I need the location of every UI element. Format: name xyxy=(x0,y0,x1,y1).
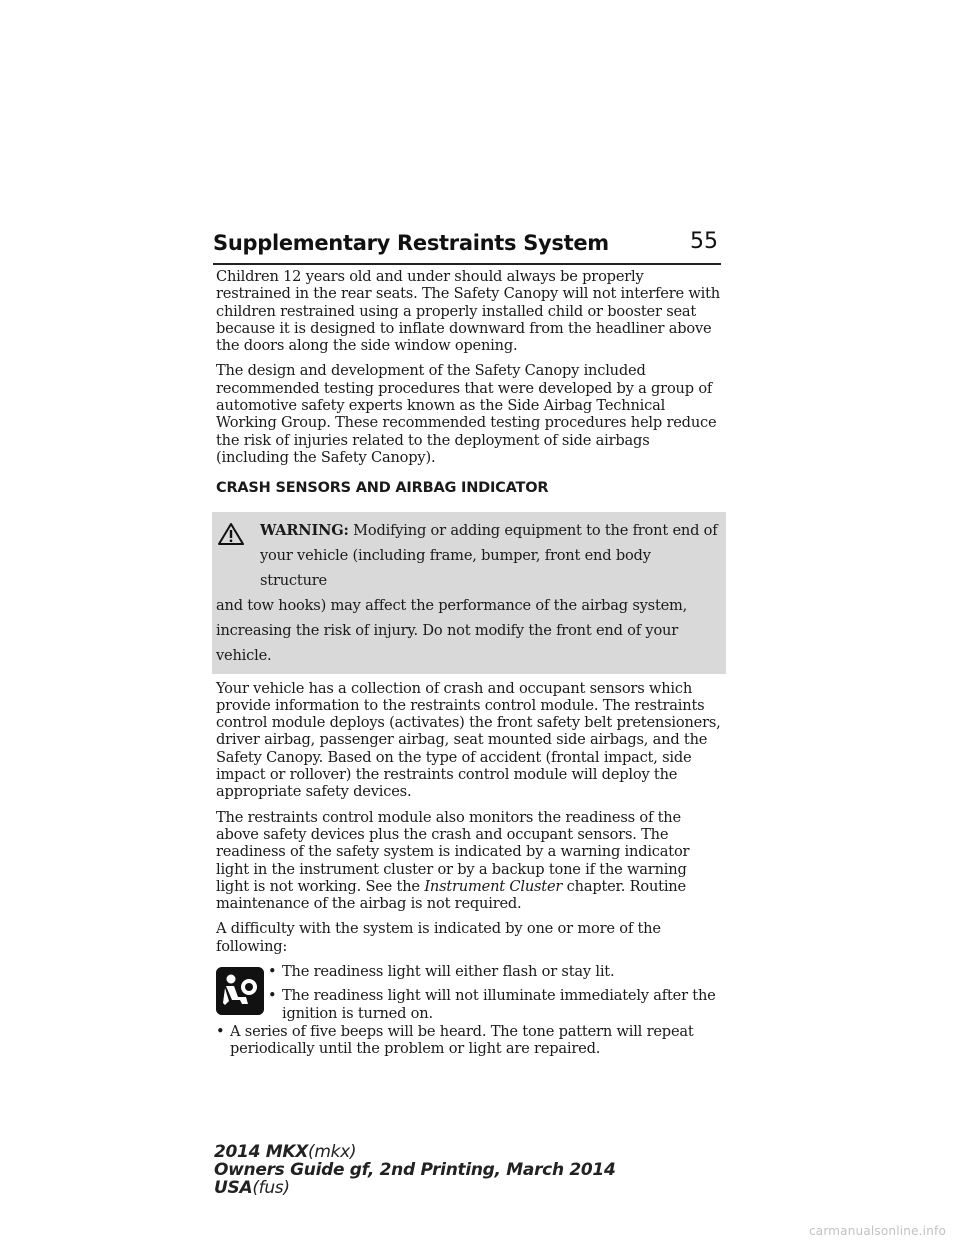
paragraph-children: Children 12 years old and under should always be properly restrained in the rear seats. The Safety Canopy will not interfere with children restrained using a properly installed child or booster seat because it is designed to inflate downward from the headliner above the doors along the side window opening. xyxy=(216,268,721,355)
footer-market-code: (fus) xyxy=(252,1178,290,1198)
paragraph-readiness xyxy=(216,809,722,913)
warning-triangle-icon xyxy=(218,522,244,546)
bullet-mark: • xyxy=(216,1023,225,1041)
list-item xyxy=(216,1023,722,1058)
page-body xyxy=(216,268,722,1065)
warning-first-line xyxy=(216,518,722,593)
list-item xyxy=(268,963,722,980)
paragraph-difficulty: A difficulty with the system is indicated by one or more of the following: xyxy=(216,920,661,955)
bullet-mark: • xyxy=(268,963,277,981)
footer-guide-line xyxy=(214,1161,615,1179)
footer-market: USA xyxy=(214,1178,253,1198)
footer-model-code: (mkx) xyxy=(308,1142,357,1162)
paragraph-design: The design and development of the Safety Canopy included recommended testing procedures that were developed by a group of automotive safety experts known as the Side Airbag Technical Working Group. These recommended testing procedures help reduce the risk of injuries related to the deployment of side airbags (including the Safety Canopy). xyxy=(216,362,717,466)
warning-box xyxy=(212,512,726,674)
bullet-mark: • xyxy=(268,987,277,1005)
footer-model: 2014 MKX xyxy=(214,1142,309,1162)
header-rule xyxy=(213,263,721,265)
readiness-text-start: The restraints control module also monitors the readiness of the above safety devices plus the crash and occupant sensors. The readiness of the safety system is indicated by a warning indicator light in the instrument cluster or by a backup tone if the warning light is not working. See the xyxy=(216,808,690,895)
watermark: carmanualsonline.info xyxy=(809,1224,946,1238)
paragraph-sensors: Your vehicle has a collection of crash and occupant sensors which provide information to the restraints control module. The restraints control module deploys (activates) the front safety belt pretensioners, driver airbag, passenger airbag, seat mounted side airbags, and the Safety Canopy. Based on the type of accident (frontal impact, side impact or rollover) the restraints control module will deploy the appropriate safety devices. xyxy=(216,679,721,801)
warning-text-rest: and tow hooks) may affect the performance of the airbag system, increasing the risk of injury. Do not modify the front end of your vehicle. xyxy=(216,596,688,664)
cross-reference: Instrument Cluster xyxy=(424,877,563,895)
bullet-text: The readiness light will either flash or stay lit. xyxy=(282,963,615,981)
page-number: 55 xyxy=(690,229,718,254)
section-heading: CRASH SENSORS AND AIRBAG INDICATOR xyxy=(216,480,549,497)
footer-model-line xyxy=(214,1143,615,1161)
bullet-list xyxy=(268,963,722,1022)
footer-guide: Owners Guide gf, 2nd Printing, March 2014 xyxy=(214,1160,616,1180)
page-header xyxy=(213,226,721,262)
footer xyxy=(214,1143,615,1197)
footer-market-line xyxy=(214,1179,615,1197)
warning-text-start: Modifying or adding equipment to the front end of your vehicle (including frame, bumper, front end body structure xyxy=(260,521,718,589)
bullet-text: A series of five beeps will be heard. The tone pattern will repeat periodically until the problem or light are repaired. xyxy=(230,1023,694,1058)
list-item xyxy=(268,987,722,1022)
bullet-text: The readiness light will not illuminate immediately after the ignition is turned on. xyxy=(282,987,716,1022)
airbag-indicator-icon xyxy=(216,967,264,1015)
warning-label: WARNING: xyxy=(260,521,349,539)
chapter-title: Supplementary Restraints System xyxy=(213,231,609,255)
readiness-text-end: chapter. Routine maintenance of the airbag is not required. xyxy=(216,877,686,913)
indicator-row xyxy=(216,963,722,1023)
